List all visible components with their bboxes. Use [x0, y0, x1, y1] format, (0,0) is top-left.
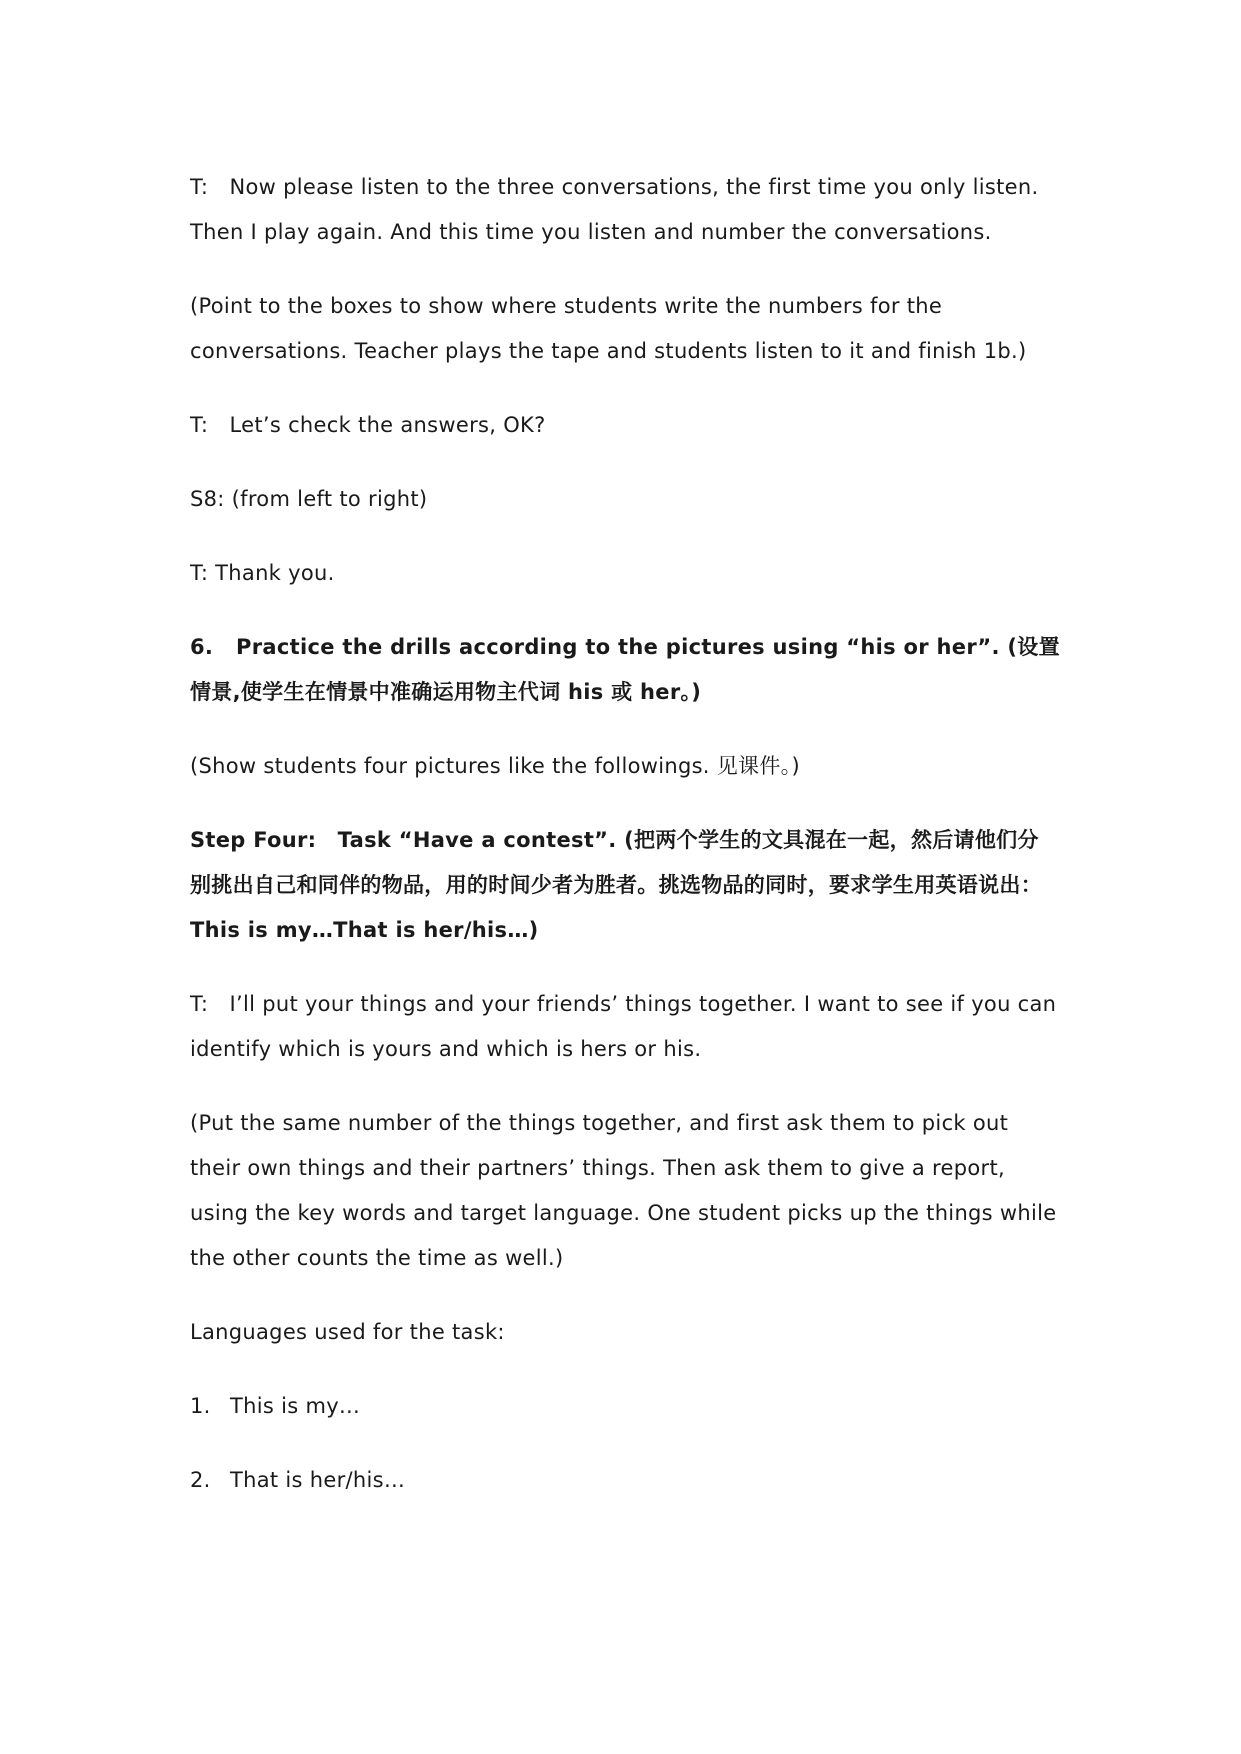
teacher-instruction-listen: T: Now please listen to the three conversations, the first time you only listen. Then I play again. And this time you listen and number the conversations.	[190, 175, 1039, 244]
section-6-number: 6.	[190, 635, 214, 659]
stage-direction-point-boxes: (Point to the boxes to show where students write the numbers for the conversations. Teacher plays the tape and students listen to it and finish 1b.)	[190, 294, 1027, 363]
document-body	[190, 165, 1060, 1532]
teacher-thank-you: T: Thank you.	[190, 561, 335, 585]
languages-heading: Languages used for the task:	[190, 1320, 505, 1344]
list-text: That is her/his…	[230, 1468, 406, 1492]
section-6-text: Practice the drills according to the pictures using “his or her”. (设置情景,使学生在情景中准确运用物主代词 his 或 her。)	[190, 635, 1060, 704]
list-item	[190, 1458, 1060, 1503]
list-number: 2.	[190, 1468, 211, 1492]
list-number: 1.	[190, 1394, 211, 1418]
section-6-note: (Show students four pictures like the followings. 见课件。)	[190, 754, 800, 778]
student-answer: S8: (from left to right)	[190, 487, 428, 511]
teacher-put-things: T: I’ll put your things and your friends’ things together. I want to see if you can identify which is yours and which is hers or his.	[190, 992, 1057, 1061]
section-6-heading	[190, 625, 1060, 715]
step-four-heading: Step Four: Task “Have a contest”. (把两个学生的文具混在一起，然后请他们分别挑出自己和同伴的物品，用的时间少者为胜者。挑选物品的同时，要求学生用英语说出：This is my…That is her/his…)	[190, 828, 1042, 942]
teacher-check-answers: T: Let’s check the answers, OK?	[190, 413, 546, 437]
list-text: This is my…	[230, 1394, 361, 1418]
list-item	[190, 1384, 1060, 1429]
stage-direction-put-things: (Put the same number of the things together, and first ask them to pick out their own things and their partners’ things. Then ask them to give a report, using the key words and target language. One student picks up the things while the other counts the time as well.)	[190, 1111, 1057, 1270]
